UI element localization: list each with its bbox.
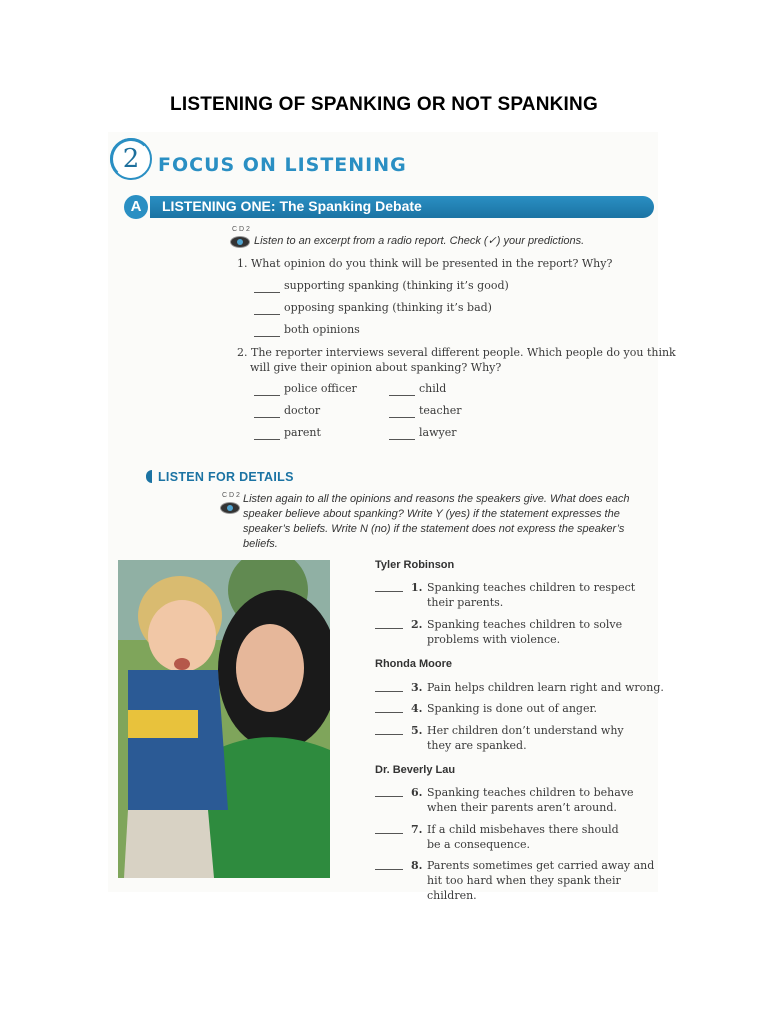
statement-row: 4. Spanking is done out of anger. — [375, 701, 665, 717]
listen-for-details-heading: LISTEN FOR DETAILS — [146, 470, 294, 484]
answer-blank[interactable] — [254, 304, 280, 315]
q2-option: parent — [254, 425, 321, 440]
answer-blank[interactable] — [375, 591, 403, 592]
answer-blank[interactable] — [375, 734, 403, 735]
answer-blank[interactable] — [389, 385, 415, 396]
statement-row: 6. Spanking teaches children to behave when their parents aren’t around. — [375, 785, 665, 815]
answer-blank[interactable] — [389, 429, 415, 440]
answer-blank[interactable] — [254, 326, 280, 337]
photo-illustration — [118, 560, 330, 878]
photo-mother-and-crying-child — [118, 560, 330, 878]
question-1: 1. What opinion do you think will be presented in the report? Why? — [237, 257, 613, 270]
section-letter-badge: A — [124, 195, 148, 219]
predict-instruction: Listen to an excerpt from a radio report. Check (✓) your predictions. — [254, 235, 585, 247]
q1-option: both opinions — [254, 322, 360, 337]
answer-blank[interactable] — [254, 282, 280, 293]
listening-one-title: LISTENING ONE: The Spanking Debate — [162, 198, 422, 214]
q1-option: opposing spanking (thinking it’s bad) — [254, 300, 492, 315]
statement-row: 8. Parents sometimes get carried away and hit too hard when they spank their children. — [375, 858, 665, 888]
statement-row: 1. Spanking teaches children to respect their parents. — [375, 580, 665, 610]
cd-icon — [230, 226, 250, 250]
answer-blank[interactable] — [375, 691, 403, 692]
answer-blank[interactable] — [375, 712, 403, 713]
q2-option: doctor — [254, 403, 320, 418]
q2-option: police officer — [254, 381, 357, 396]
details-instruction: Listen again to all the opinions and reasons the speakers give. What does each speaker believe about spanking? Write Y (yes) if the statement expresses the speaker’s beliefs. Write N (no) if the statement does not express the speaker’s beliefs. — [243, 493, 630, 550]
answer-blank[interactable] — [375, 796, 403, 797]
speaker-name: Rhonda Moore — [375, 658, 452, 670]
statement-row: 5. Her children don’t understand why they are spanked. — [375, 723, 665, 753]
section-number-badge — [110, 138, 152, 180]
q2-option: lawyer — [389, 425, 456, 440]
answer-blank[interactable] — [375, 628, 403, 629]
listening-one-bar — [150, 196, 654, 218]
q2-option: child — [389, 381, 446, 396]
speaker-name: Dr. Beverly Lau — [375, 764, 456, 776]
cd-label: C D 2 — [232, 226, 250, 233]
cd-icon: C D 2 — [220, 500, 240, 516]
speaker-name: Tyler Robinson — [375, 559, 455, 571]
question-2: 2. The reporter interviews several different people. Which people do you think will give their opinion about spanking? Why? — [237, 346, 676, 374]
page-title: LISTENING OF SPANKING OR NOT SPANKING — [170, 94, 598, 115]
statement-row: 3. Pain helps children learn right and wrong. — [375, 680, 665, 696]
q2-option: teacher — [389, 403, 462, 418]
section-title: FOCUS ON LISTENING — [158, 154, 407, 176]
answer-blank[interactable] — [375, 833, 403, 834]
statement-row: 7. If a child misbehaves there should be a consequence. — [375, 822, 665, 852]
answer-blank[interactable] — [254, 407, 280, 418]
answer-blank[interactable] — [389, 407, 415, 418]
q1-option: supporting spanking (thinking it’s good) — [254, 278, 509, 293]
answer-blank[interactable] — [254, 429, 280, 440]
statement-row: 2. Spanking teaches children to solve problems with violence. — [375, 617, 665, 647]
answer-blank[interactable] — [375, 869, 403, 870]
answer-blank[interactable] — [254, 385, 280, 396]
section-number: 2 — [122, 144, 140, 174]
